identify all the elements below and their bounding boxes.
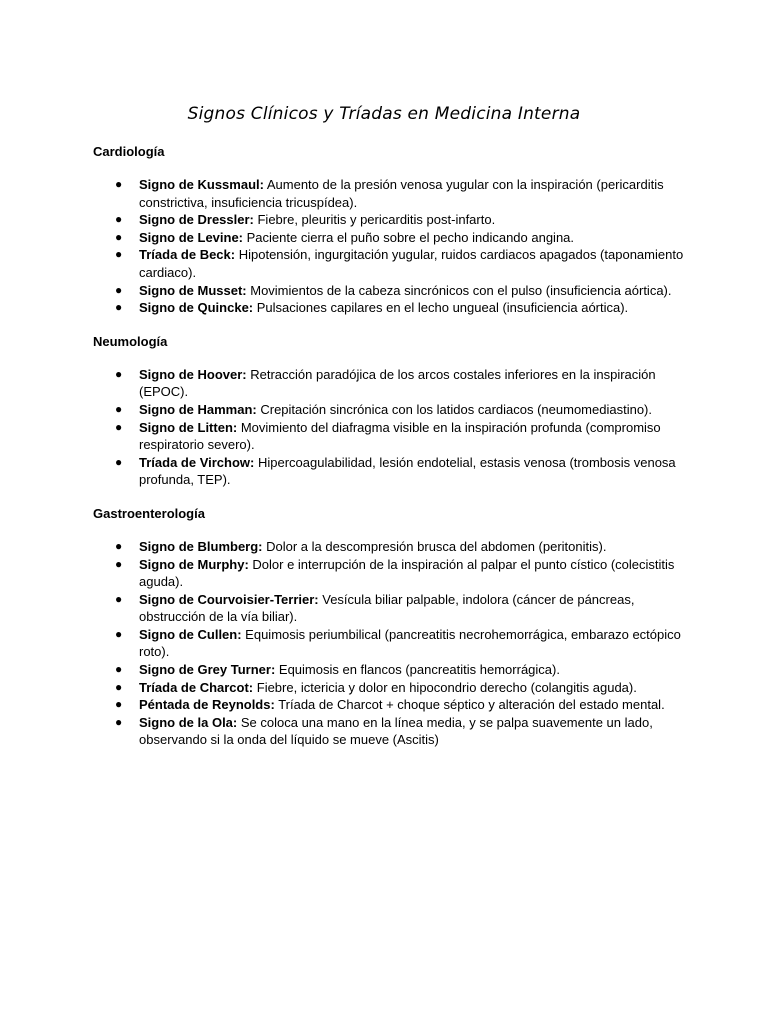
bullet-icon: ● (115, 714, 123, 729)
bullet-icon: ● (115, 626, 123, 641)
item-text: Equimosis en flancos (pancreatitis hemorrágica). (275, 662, 560, 678)
section-heading: Neumología (93, 333, 168, 349)
bullet-icon: ● (115, 591, 123, 606)
item-term: Signo de Quincke: (139, 300, 254, 316)
bullet-icon: ● (115, 454, 123, 469)
list-item (93, 401, 687, 419)
list-item (93, 556, 687, 591)
item-term: Signo de Cullen: (139, 626, 242, 642)
bullet-icon: ● (115, 697, 123, 712)
bullet-icon: ● (115, 366, 123, 381)
item-text: Hipercoagulabilidad, lesión endotelial, estasis venosa (trombosis venosa profunda, TEP). (139, 454, 676, 488)
item-term: Tríada de Beck: (139, 247, 236, 263)
bullet-icon: ● (115, 419, 123, 434)
document-body (93, 143, 693, 765)
section-heading: Gastroenterología (93, 505, 205, 521)
item-text: Pulsaciones capilares en el lecho ungueal (insuficiencia aórtica). (253, 300, 629, 316)
list-item (93, 591, 687, 626)
item-term: Signo de Murphy: (139, 556, 249, 572)
bullet-icon: ● (115, 300, 123, 315)
bullet-icon: ● (115, 662, 123, 677)
item-text: Movimiento del diafragma visible en la inspiración profunda (compromiso respiratorio severo). (139, 419, 661, 453)
bullet-icon: ● (115, 401, 123, 416)
list-item (93, 696, 687, 714)
list-item (93, 454, 687, 489)
item-text: Aumento de la presión venosa yugular con la inspiración (pericarditis constrictiva, insuficiencia tricuspídea). (139, 177, 664, 210)
item-term: Signo de Blumberg: (139, 538, 263, 554)
bullet-icon: ● (115, 247, 123, 262)
item-text: Dolor e interrupción de la inspiración al palpar el punto cístico (colecistitis aguda). (139, 556, 675, 590)
list-item (93, 299, 687, 317)
document-title: Signos Clínicos y Tríadas en Medicina Interna (187, 104, 581, 124)
list-item (93, 282, 687, 300)
list-item (93, 679, 687, 697)
bullet-icon: ● (115, 679, 123, 694)
item-text: Retracción paradójica de los arcos costales inferiores en la inspiración (EPOC). (139, 366, 656, 400)
item-list (93, 366, 693, 489)
bullet-icon: ● (115, 538, 123, 553)
list-item (93, 419, 687, 454)
item-list (93, 538, 693, 749)
item-term: Signo de Hoover: (139, 366, 247, 382)
list-item (93, 246, 687, 281)
bullet-icon: ● (115, 229, 123, 244)
bullet-icon: ● (115, 282, 123, 297)
item-term: Signo de Musset: (139, 282, 247, 298)
list-item (93, 211, 687, 229)
item-term: Signo de Hamman: (139, 401, 257, 417)
item-text: Se coloca una mano en la línea media, y se palpa suavemente un lado, observando si la onda del líquido se mueve (Ascitis) (139, 714, 653, 748)
item-text: Paciente cierra el puño sobre el pecho indicando angina. (243, 229, 575, 245)
item-term: Tríada de Charcot: (139, 679, 254, 695)
item-term: Signo de Kussmaul: (139, 177, 264, 192)
item-text: Fiebre, pleuritis y pericarditis post-infarto. (253, 212, 496, 228)
item-text: Vesícula biliar palpable, indolora (cáncer de páncreas, obstrucción de la vía biliar). (139, 591, 635, 625)
item-text: Movimientos de la cabeza sincrónicos con el pulso (insuficiencia aórtica). (246, 282, 672, 298)
section-cardiologia (93, 143, 693, 317)
section-gastroenterologia (93, 505, 693, 749)
bullet-icon: ● (115, 556, 123, 571)
item-text: Equimosis periumbilical (pancreatitis necrohemorrágica, embarazo ectópico roto). (139, 626, 681, 660)
item-term: Signo de Dressler: (139, 212, 254, 228)
item-text: Crepitación sincrónica con los latidos cardiacos (neumomediastino). (256, 401, 652, 417)
item-term: Signo de Courvoisier-Terrier: (139, 591, 319, 607)
bullet-icon: ● (115, 177, 123, 191)
item-text: Fiebre, ictericia y dolor en hipocondrio derecho (colangitis aguda). (253, 679, 637, 695)
item-text: Dolor a la descompresión brusca del abdomen (peritonitis). (262, 538, 607, 554)
list-item (93, 661, 687, 679)
item-text: Tríada de Charcot + choque séptico y alteración del estado mental. (274, 697, 665, 713)
item-list (93, 176, 693, 317)
list-item (93, 626, 687, 661)
list-item (93, 714, 687, 749)
item-text: Hipotensión, ingurgitación yugular, ruidos cardiacos apagados (taponamiento cardiaco). (139, 247, 684, 280)
item-term: Signo de Levine: (139, 229, 244, 245)
item-term: Péntada de Reynolds: (139, 697, 275, 713)
list-item (93, 366, 687, 401)
bullet-icon: ● (115, 212, 123, 227)
list-item (93, 229, 687, 247)
item-term: Tríada de Virchow: (139, 454, 255, 470)
item-term: Signo de Grey Turner: (139, 662, 276, 678)
item-term: Signo de Litten: (139, 419, 238, 435)
section-neumologia (93, 333, 693, 489)
section-heading: Cardiología (93, 144, 165, 159)
list-item (93, 176, 687, 211)
item-term: Signo de la Ola: (139, 714, 238, 730)
list-item (93, 538, 687, 556)
